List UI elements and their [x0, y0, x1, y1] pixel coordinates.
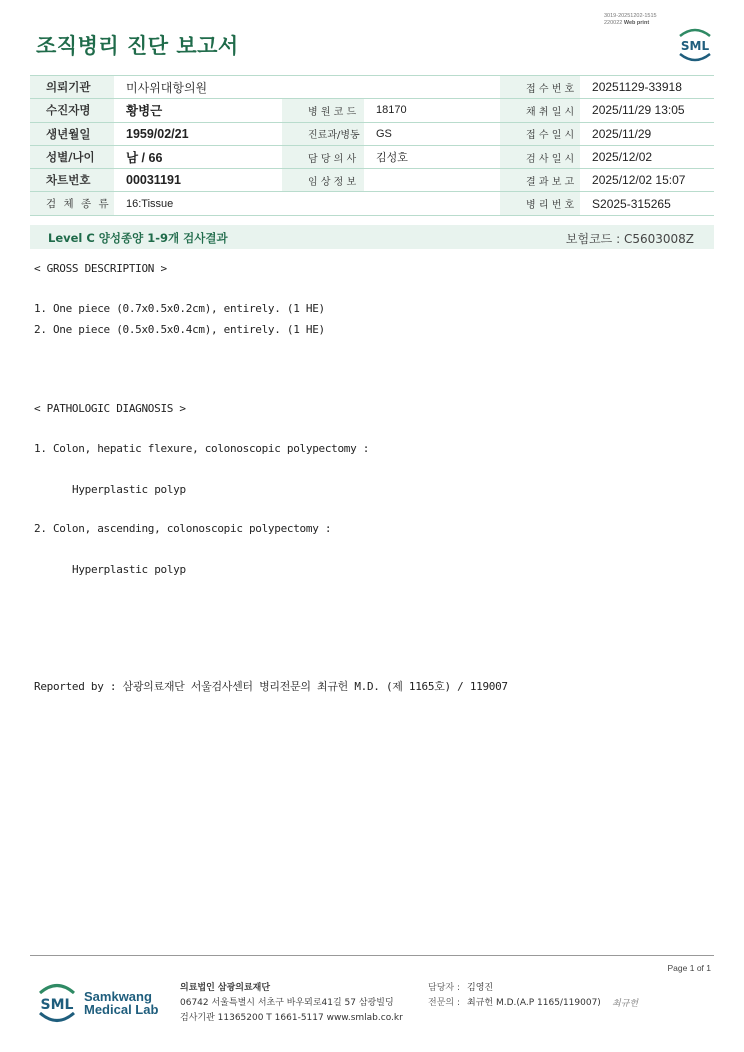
org-name: 의료법인 삼광의료재단 — [180, 983, 271, 993]
patient-name-value: 황병근 — [114, 99, 282, 122]
specialist-label: 전문의 : — [428, 998, 460, 1008]
page-number: Page 1 of 1 — [667, 963, 711, 973]
collection-datetime-label: 채 취 일 시 — [500, 99, 580, 122]
info-row — [30, 192, 714, 215]
footer-staff — [428, 981, 601, 1011]
sex-age-value: 남 / 66 — [114, 145, 282, 168]
specialist-name: 최규헌 M.D.(A.P 1165/119007) — [467, 998, 601, 1008]
org-contact: 검사기관 11365200 T 1661-5117 www.smlab.co.kr — [180, 1013, 403, 1023]
receipt-date-label: 접 수 일 시 — [500, 122, 580, 145]
clinical-info-label: 임 상 정 보 — [282, 169, 364, 192]
gross-description-heading: < GROSS DESCRIPTION > — [34, 262, 167, 275]
pathology-no-label: 병 리 번 호 — [500, 192, 580, 215]
receipt-no-label: 접 수 번 호 — [500, 76, 580, 99]
print-code: 3019-20251202-1515 — [604, 13, 657, 19]
birth-date-label: 생년월일 — [30, 122, 114, 145]
receipt-no-value: 20251129-33918 — [580, 76, 714, 99]
sex-age-label: 성별/나이 — [30, 145, 114, 168]
requesting-institution-label: 의뢰기관 — [30, 76, 114, 99]
sml-footer-logo-icon — [36, 979, 78, 1027]
collection-datetime-value: 2025/11/29 13:05 — [580, 99, 714, 122]
report-title: 조직병리 진단 보고서 — [36, 34, 239, 58]
info-row — [30, 76, 714, 99]
pathologic-diagnosis-heading: < PATHOLOGIC DIAGNOSIS > — [34, 402, 186, 415]
diagnosis-result: Hyperplastic polyp — [72, 483, 186, 496]
doctor-label: 담 당 의 사 — [282, 145, 364, 168]
insurance-code: 보험코드 : C5603008Z — [565, 232, 694, 246]
diagnosis-site: 2. Colon, ascending, colonoscopic polypectomy : — [34, 522, 332, 535]
svg-text:SML: SML — [40, 997, 74, 1013]
gross-item: 1. One piece (0.7x0.5x0.2cm), entirely. (1 HE) — [34, 302, 325, 315]
diagnosis-site: 1. Colon, hepatic flexure, colonoscopic polypectomy : — [34, 442, 370, 455]
specimen-type-value: 16:Tissue — [114, 192, 500, 215]
clinical-info-value — [364, 169, 500, 192]
reported-by: Reported by : 삼광의료재단 서울검사센터 병리전문의 최규헌 M.D. (제 1165호) / 119007 — [34, 680, 508, 693]
patient-info-table — [30, 75, 714, 216]
footer-divider — [30, 955, 714, 956]
specimen-type-label: 검 체 종 류 — [30, 192, 114, 215]
gross-item: 2. One piece (0.5x0.5x0.4cm), entirely. (1 HE) — [34, 323, 325, 336]
sml-logo-icon — [674, 26, 716, 64]
brand-line-2: Medical Lab — [84, 1002, 159, 1017]
doctor-value: 김성호 — [364, 145, 500, 168]
department-label: 진료과/병동 — [282, 122, 364, 145]
test-date-value: 2025/12/02 — [580, 145, 714, 168]
footer-organization — [180, 981, 403, 1026]
test-level-title: Level C 양성종양 1-9개 검사결과 — [48, 231, 228, 245]
pathology-no-value: S2025-315265 — [580, 192, 714, 215]
brand-line-1: Samkwang — [84, 989, 152, 1004]
test-date-label: 검 사 일 시 — [500, 145, 580, 168]
org-address: 06742 서울특별시 서초구 바우뫼로41길 57 삼광빌딩 — [180, 998, 394, 1008]
info-row — [30, 145, 714, 168]
test-level-bar — [30, 225, 714, 249]
result-report-value: 2025/12/02 15:07 — [580, 169, 714, 192]
staff-name: 김영진 — [467, 983, 494, 993]
hospital-code-value: 18170 — [364, 99, 500, 122]
print-code-2: 220022 — [604, 20, 623, 26]
result-report-label: 결 과 보 고 — [500, 169, 580, 192]
patient-name-label: 수진자명 — [30, 99, 114, 122]
chart-no-label: 차트번호 — [30, 169, 114, 192]
signature: 최규헌 — [612, 999, 639, 1009]
info-row — [30, 169, 714, 192]
chart-no-value: 00031191 — [114, 169, 282, 192]
print-info — [604, 13, 657, 27]
svg-text:SML: SML — [680, 39, 710, 53]
info-row — [30, 99, 714, 122]
department-value: GS — [364, 122, 500, 145]
birth-date-value: 1959/02/21 — [114, 122, 282, 145]
hospital-code-label: 병 원 코 드 — [282, 99, 364, 122]
receipt-date-value: 2025/11/29 — [580, 122, 714, 145]
diagnosis-result: Hyperplastic polyp — [72, 563, 186, 576]
staff-label: 담당자 : — [428, 983, 460, 993]
print-label: Web print — [623, 20, 650, 26]
requesting-institution-value: 미사위대항의원 — [114, 76, 500, 99]
brand-name — [84, 990, 158, 1016]
info-row — [30, 122, 714, 145]
